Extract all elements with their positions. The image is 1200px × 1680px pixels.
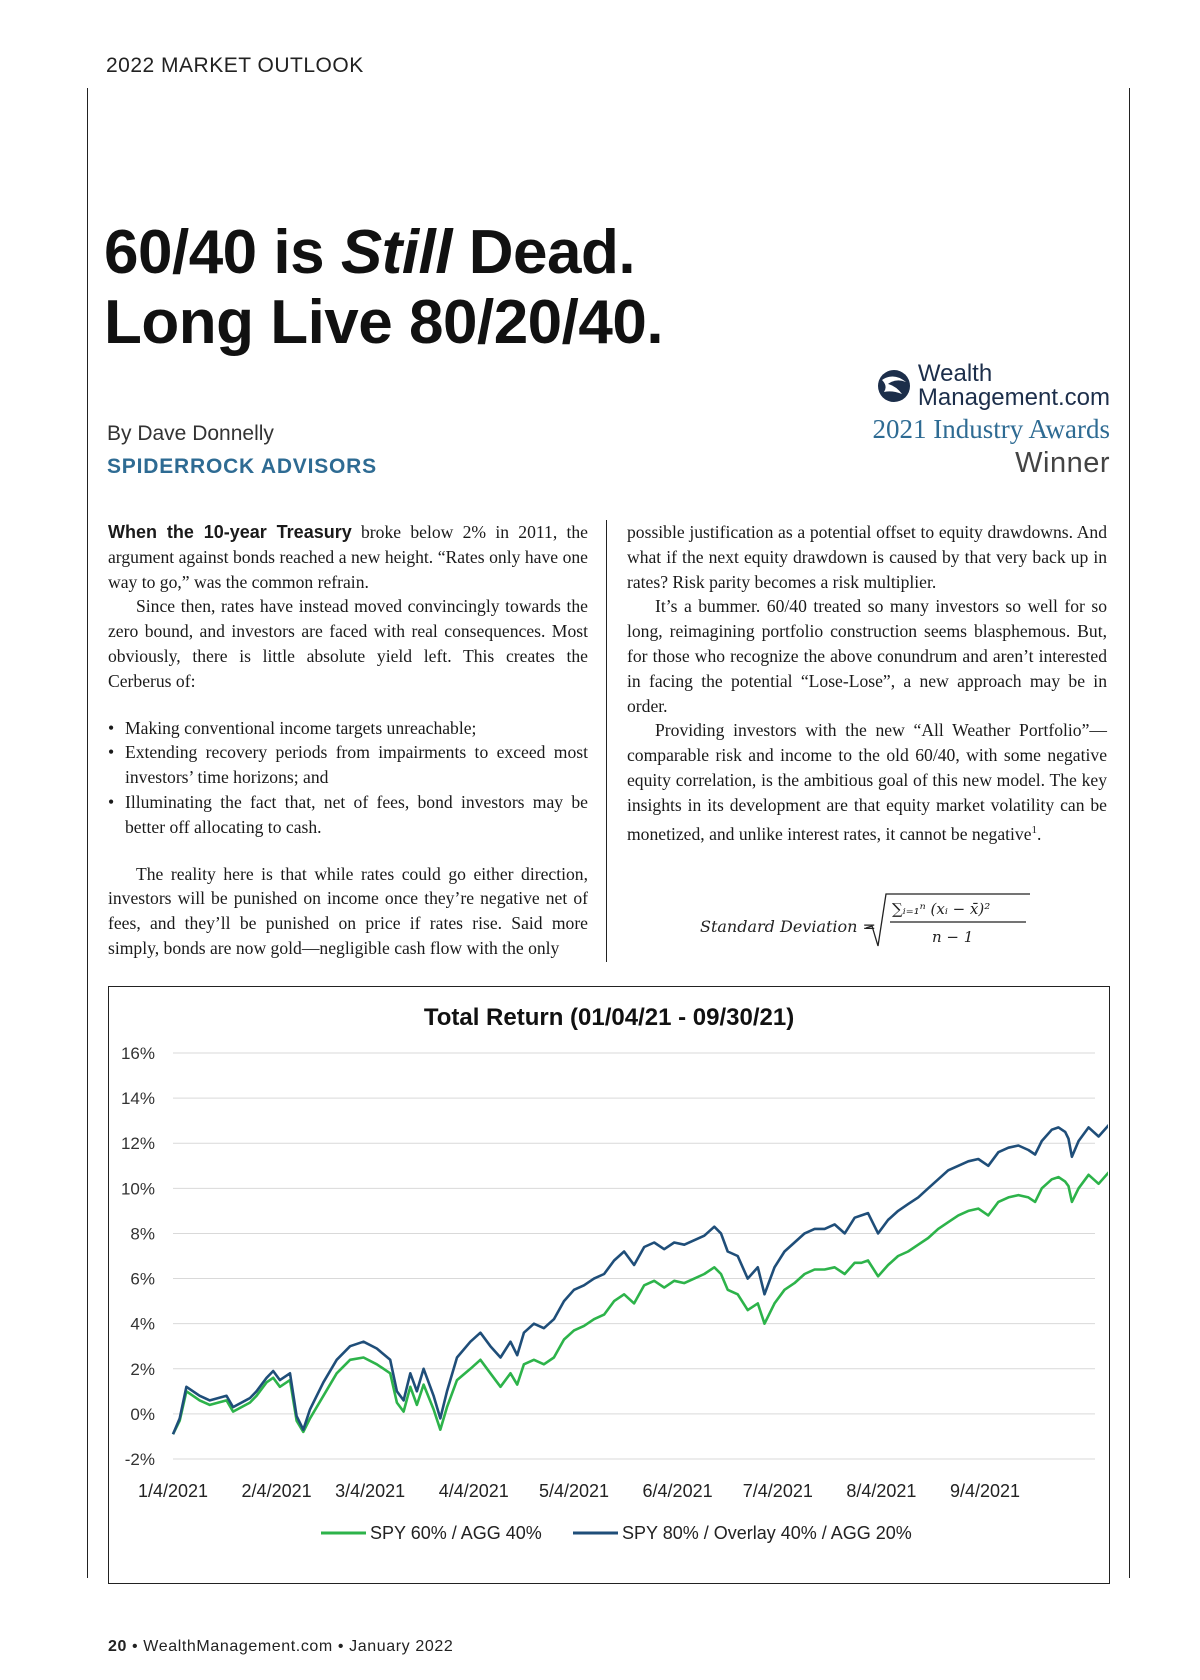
award-status: Winner xyxy=(1015,447,1110,479)
legend-label-1: SPY 60% / AGG 40% xyxy=(370,1523,542,1543)
award-logo-line1: Wealth xyxy=(917,360,993,387)
x-tick-label: 1/4/2021 xyxy=(137,1481,209,1501)
paragraph-6-text: Providing investors with the new “All Weather Portfolio”—comparable risk and income to the old 60/40, with some negative equity correlation, is the ambitious goal of this new model. The key insights in its development are that equity market volatility can be monetized, and unlike interest rates, it cannot be negative xyxy=(627,720,1107,844)
award-logo-line2: Management.com xyxy=(917,384,1110,411)
x-tick-label: 7/4/2021 xyxy=(742,1481,813,1501)
x-tick-label: 5/4/2021 xyxy=(538,1481,610,1501)
paragraph-3: The reality here is that while rates could go either direction, investors will be punished on income once they’re negative net of fees, and they’ll be punished on price if rates rise. Said more simply, bonds are now gold—negligible cash flow with the only xyxy=(108,863,588,958)
paragraph-2: Since then, rates have instead moved convincingly towards the zero bound, and investors are faced with real consequences. Most obviously, there is little absolute yield left. This creates the Cerberus of: xyxy=(108,596,588,691)
article-column-left xyxy=(108,520,588,961)
award-title: 2021 Industry Awards xyxy=(872,414,1110,444)
x-tick-label: 9/4/2021 xyxy=(949,1481,1021,1501)
y-tick-label: 10% xyxy=(120,1179,155,1199)
y-tick-label: 6% xyxy=(130,1269,155,1289)
formula-numerator: ∑ᵢ₌₁ⁿ (xᵢ − x̄)² xyxy=(892,900,991,918)
x-tick-label: 6/4/2021 xyxy=(642,1481,713,1501)
y-tick-label: -2% xyxy=(124,1450,155,1469)
series-line-1 xyxy=(173,1130,1108,1435)
headline-line2: Long Live 80/20/40. xyxy=(104,288,664,357)
y-tick-label: 4% xyxy=(130,1314,155,1334)
bullet-item: • Making conventional income targets unreachable; xyxy=(108,716,588,741)
chart-svg xyxy=(109,987,1108,1582)
total-return-chart xyxy=(108,986,1110,1584)
left-margin-rule xyxy=(87,88,88,1578)
formula-lhs: Standard Deviation = xyxy=(700,917,876,936)
chart-title: Total Return (01/04/21 - 09/30/21) xyxy=(423,1004,795,1031)
bullet-item: • Illuminating the fact that, net of fees, bond investors may be better off allocating to cash. xyxy=(108,790,588,840)
lead-in: When the 10-year Treasury xyxy=(108,522,352,542)
byline: By Dave Donnelly xyxy=(107,422,274,445)
bullet-item: • Extending recovery periods from impairments to exceed most investors’ time horizons; and xyxy=(108,740,588,790)
footnote-marker: 1 xyxy=(1031,823,1038,836)
award-badge xyxy=(820,362,1110,480)
column-divider xyxy=(606,520,607,962)
paragraph-6 xyxy=(627,718,1107,846)
paragraph-4: possible justification as a potential offset to equity drawdowns. And what if the next equity drawdown is caused by that very back up in rates? Risk parity becomes a risk multiplier. xyxy=(627,522,1107,592)
award-logo xyxy=(820,362,1110,410)
author-affiliation: SPIDERROCK ADVISORS xyxy=(107,455,377,478)
paragraph-1 xyxy=(108,520,588,594)
formula-denominator: n − 1 xyxy=(932,928,974,946)
article-column-right xyxy=(627,520,1107,846)
x-tick-label: 2/4/2021 xyxy=(241,1481,312,1501)
right-margin-rule xyxy=(1129,88,1130,1578)
y-tick-label: 12% xyxy=(120,1134,155,1154)
page-number: 20 xyxy=(108,1638,127,1655)
y-tick-label: 14% xyxy=(120,1089,155,1109)
headline-part2: Dead. xyxy=(452,218,636,287)
paragraph-1-text: broke below 2% in 2011, the argument against bonds reached a new height. “Rates only have one way to go,” was the common refrain. xyxy=(108,522,588,592)
standard-deviation-formula xyxy=(700,888,1060,958)
running-head: 2022 MARKET OUTLOOK xyxy=(106,54,364,77)
footer-text: • WealthManagement.com • January 2022 xyxy=(127,1638,454,1655)
y-tick-label: 16% xyxy=(120,1044,155,1063)
article-headline xyxy=(104,218,824,358)
y-tick-label: 2% xyxy=(130,1359,155,1379)
y-tick-label: 8% xyxy=(130,1224,155,1244)
x-tick-label: 8/4/2021 xyxy=(846,1481,917,1501)
x-tick-label: 4/4/2021 xyxy=(438,1481,509,1501)
y-tick-label: 0% xyxy=(130,1404,155,1424)
headline-emphasis: Still xyxy=(340,218,452,287)
bullet-list xyxy=(108,716,588,840)
globe-logo-icon xyxy=(876,368,912,404)
x-tick-label: 3/4/2021 xyxy=(335,1481,406,1501)
legend-label-2: SPY 80% / Overlay 40% / AGG 20% xyxy=(622,1523,912,1543)
page-footer xyxy=(108,1638,453,1656)
paragraph-5: It’s a bummer. 60/40 treated so many investors so well for so long, reimagining portfolio construction seems blasphemous. But, for those who recognize the above conundrum and aren’t interested in facing the potential “Lose-Lose”, a new approach may be in order. xyxy=(627,596,1107,716)
paragraph-6-end: . xyxy=(1037,823,1042,844)
headline-part1: 60/40 is xyxy=(104,218,341,287)
